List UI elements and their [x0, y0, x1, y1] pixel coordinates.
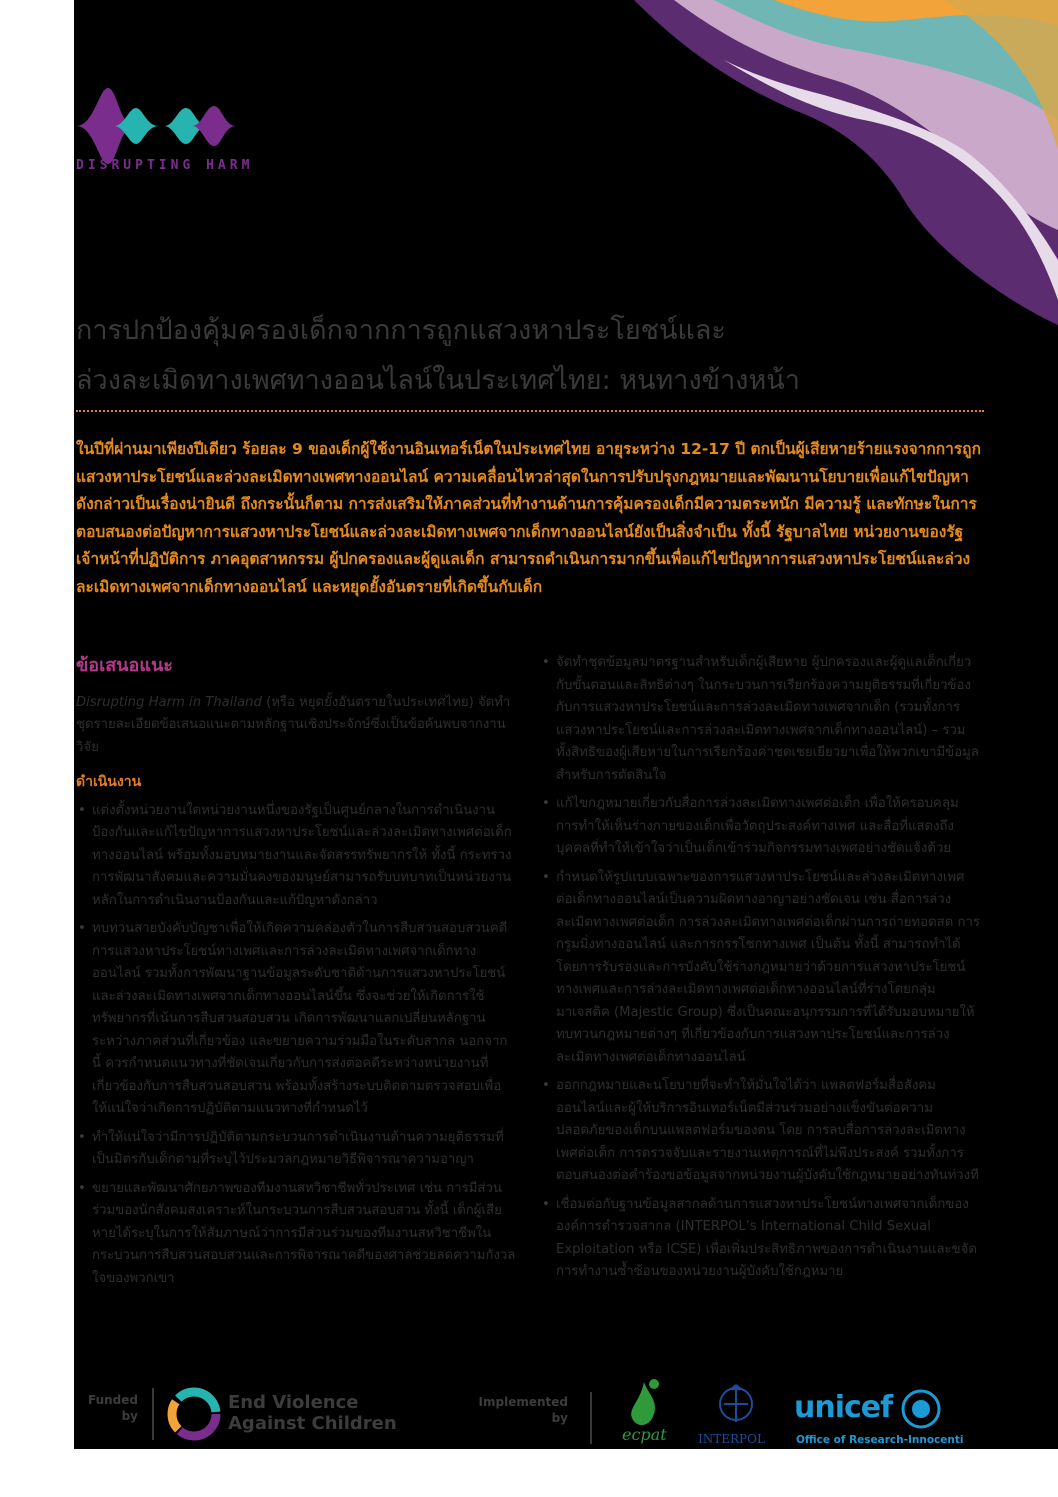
list-item: • แต่งตั้งหน่วยงานใดหน่วยงานหนึ่งของรัฐเป็นศูนย์กลางในการดำเนินงานป้องกันและแก้ไขปัญหาการแสวงหาประโยชน์และล่วงละเมิดทางเพศต่อเด็กทางออนไลน์ พร้อมทั้งมอบหมายงานและจัดสรรทรัพยากรให้ ทั้งนี้ กระทรวงการพัฒนาสังคมและความมั่นคงของมนุษย์สามารถรับบทบาทเป็นหน่วยงานหลักในการดำเนินงานป้องกันและแก้ปัญหาดังกล่าว — [76, 800, 516, 913]
unicef-emblem-icon — [900, 1388, 942, 1430]
unicef-wordmark: unicef — [794, 1390, 893, 1425]
interpol-wordmark: INTERPOL — [698, 1432, 765, 1446]
lead-text: (หรือ หยุดยั้งอันตรายในประเทศไทย) จัดทำชุดรายละเอียดข้อเสนอแนะตามหลักฐานเชิงประจักษ์ซึ่งเป็นข้อค้นพบจากงานวิจัย — [76, 694, 511, 755]
unicef-subtitle: Office of Research-Innocenti — [796, 1434, 964, 1446]
left-column — [76, 655, 516, 1296]
list-item: • แก้ไขกฎหมายเกี่ยวกับสื่อการล่วงละเมิดทางเพศต่อเด็ก เพื่อให้ครอบคลุมการทำให้เห็นร่างกายของเด็กเพื่อวัตถุประสงค์ทางเพศ และสื่อที่แสดงถึงบุคคลที่ทำให้เข้าใจว่าเป็นเด็กเข้าร่วมกิจกรรมทางเพศอย่างชัดแจ้งด้วย — [540, 793, 980, 861]
list-item: • จัดทำชุดข้อมูลมาตรฐานสำหรับเด็กผู้เสียหาย ผู้ปกครองและผู้ดูแลเด็กเกี่ยวกับขั้นตอนและสิทธิต่างๆ ในกระบวนการเรียกร้องความยุติธรรมที่เกี่ยวข้องกับการแสวงหาประโยชน์และการล่วงละเมิดทางเพศจากเด็ก (รวมทั้งการแสวงหาประโยชน์และการล่วงละเมิดทางเพศจากเด็กทางออนไลน์) – รวมทั้งสิทธิของผู้เสียหายในการเรียกร้องค่าชดเชยเยียวยาเพื่อให้พวกเขามีข้อมูลสำหรับการตัดสินใจ — [540, 652, 980, 787]
divider — [152, 1388, 154, 1440]
document-title — [76, 306, 976, 406]
lead-report-name: Disrupting Harm in Thailand — [76, 694, 262, 710]
title-line-1: การปกป้องคุ้มครองเด็กจากการถูกแสวงหาประโยชน์และ — [76, 315, 726, 346]
list-item: • ขยายและพัฒนาศักยภาพของทีมงานสหวิชาชีพทั่วประเทศ เช่น การมีส่วนร่วมของนักสังคมสงเคราะห์ในกระบวนการสืบสวนสอบสวน ทั้งนี้ เด็กผู้เสียหายได้ระบุในการให้สัมภาษณ์ว่าการมีส่วนร่วมของทีมงานสหวิชาชีพในกระบวนการสืบสวนสอบสวนและการพิจารณาคดีของศาลช่วยลดความกังวลใจของพวกเขา — [76, 1178, 516, 1291]
implemented-label-line2: by — [551, 1411, 568, 1425]
action-subheading: ดำเนินงาน — [76, 774, 142, 790]
brand-logo-text: DISRUPTING HARM — [76, 158, 254, 173]
list-item: • ออกกฎหมายและนโยบายที่จะทำให้มั่นใจได้ว่า แพลตฟอร์มสื่อสังคมออนไลน์และผู้ให้บริการอินเทอร์เน็ตมีส่วนร่วมอย่างแข็งขันต่อความปลอดภัยของเด็กบนแพลตฟอร์มของตน โดย การลบสื่อการล่วงละเมิดทางเพศต่อเด็ก การตรวจจับและรายงานเหตุการณ์ที่ไม่พึงประสงค์ รวมทั้งการตอบสนองต่อคำร้องขอข้อมูลจากหน่วยงานผู้บังคับใช้กฎหมายอย่างทันท่วงที — [540, 1075, 980, 1188]
recommendations-heading: ข้อเสนอแนะ — [76, 655, 173, 676]
right-recommendation-list — [540, 652, 980, 1284]
list-item: • ทบทวนสายบังคับบัญชาเพื่อให้เกิดความคล่องตัวในการสืบสวนสอบสวนคดีการแสวงหาประโยชน์ทางเพศและการล่วงละเมิดทางเพศจากเด็กทางออนไลน์ รวมทั้งการพัฒนาฐานข้อมูลระดับชาติด้านการแสวงหาประโยชน์และล่วงละเมิดทางเพศจากเด็กทางออนไลน์ขึ้น ซึ่งจะช่วยให้เกิดการใช้ทรัพยากรที่เน้นการสืบสวนสอบสวน เกิดการพัฒนาแลกเปลี่ยนหลักฐานระหว่างภาคส่วนที่เกี่ยวข้อง และขยายความร่วมมือในระดับสากล นอกจากนี้ ควรกำหนดแนวทางที่ชัดเจนเกี่ยวกับการส่งต่อคดีระหว่างหน่วยงานที่เกี่ยวข้องกับการสืบสวนสอบสวน พร้อมทั้งสร้างระบบติดตามตรวจสอบเพื่อให้แน่ใจว่าเกิดการปฏิบัติตามแนวทางที่กำหนดไว้ — [76, 918, 516, 1121]
divider — [590, 1392, 592, 1444]
funded-by-label — [74, 1392, 138, 1424]
left-recommendation-list — [76, 800, 516, 1291]
right-column — [540, 652, 980, 1290]
recommendations-lead — [76, 692, 516, 760]
list-item: • เชื่อมต่อกับฐานข้อมูลสากลด้านการแสวงหาประโยชน์ทางเพศจากเด็กขององค์การตำรวจสากล (INTERPOL’s International Child Sexual Exploitation หรือ ICSE) เพื่อเพิ่มประสิทธิภาพของการดำเนินงานและขจัดการทำงานซ้ำซ้อนของหน่วยงานผู้บังคับใช้กฎหมาย — [540, 1194, 980, 1284]
list-item: • ทำให้แน่ใจว่ามีการปฏิบัติตามกระบวนการดำเนินงานด้านความยุติธรรมที่เป็นมิตรกับเด็กตามที่ระบุไว้ประมวลกฎหมายวิธีพิจารณาความอาญา — [76, 1127, 516, 1172]
interpol-emblem-icon — [714, 1382, 758, 1426]
intro-paragraph: ในปีที่ผ่านมาเพียงปีเดียว ร้อยละ 9 ของเด็กผู้ใช้งานอินเทอร์เน็ตในประเทศไทย อายุระหว่าง 12-17 ปี ตกเป็นผู้เสียหายร้ายแรงจากการถูกแสวงหาประโยชน์และล่วงละเมิดทางเพศทางออนไลน์ ความเคลื่อนไหวล่าสุดในการปรับปรุงกฎหมายและพัฒนานโยบายเพื่อแก้ไขปัญหาดังกล่าวเป็นเรื่องน่ายินดี ถึงกระนั้นก็ตาม การส่งเสริมให้ภาคส่วนที่ทำงานด้านการคุ้มครองเด็กมีความตระหนัก มีความรู้ และทักษะในการตอบสนองต่อปัญหาการแสวงหาประโยชน์และล่วงละเมิดทางเพศจากเด็กทางออนไลน์ยังเป็นสิ่งจำเป็น ทั้งนี้ รัฐบาลไทย หน่วยงานของรัฐ เจ้าหน้าที่ปฏิบัติการ ภาคอุตสาหกรรม ผู้ปกครองและผู้ดูแลเด็ก สามารถดำเนินการมากขึ้นเพื่อแก้ไขปัญหาการแสวงหาประโยชน์และล่วงละเมิดทางเพศจากเด็กทางออนไลน์ และหยุดยั้งอันตรายที่เกิดขึ้นกับเด็ก — [76, 440, 981, 596]
ecpat-logo-icon — [614, 1374, 674, 1446]
ecpat-wordmark: ecpat — [622, 1425, 667, 1444]
document-page — [74, 0, 1058, 1449]
evac-line2: Against Children — [228, 1413, 397, 1434]
implemented-label-line1: Implemented — [478, 1395, 568, 1409]
list-item: • กำหนดให้รูปแบบเฉพาะของการแสวงหาประโยชน์และล่วงละเมิดทางเพศต่อเด็กทางออนไลน์เป็นความผิดทางอาญาอย่างชัดเจน เช่น สื่อการล่วงละเมิดทางเพศต่อเด็ก การล่วงละเมิดทางเพศต่อเด็กผ่านการถ่ายทอดสด การกรูมมิ่งทางออนไลน์ และการกรรโชกทางเพศ เป็นต้น ทั้งนี้ สามารถทำได้โดยการรับรองและการบังคับใช้ร่างกฎหมายว่าด้วยการแสวงหาประโยชน์ทางเพศและการล่วงละเมิดทางเพศต่อเด็กทางออนไลน์ที่ร่างโดยกลุ่มมาเจสติค (Majestic Group) ซึ่งเป็นคณะอนุกรรมการที่ได้รับมอบหมายให้ทบทวนกฎหมายต่างๆ ที่เกี่ยวข้องกับการแสวงหาประโยชน์และการล่วงละเมิดทางเพศต่อเด็กทางออนไลน์ — [540, 867, 980, 1070]
title-line-2: ล่วงละเมิดทางเพศทางออนไลน์ในประเทศไทย: หนทางข้างหน้า — [76, 365, 800, 396]
evac-logo-icon — [166, 1386, 222, 1442]
title-divider — [76, 410, 984, 412]
footer-partners — [74, 1380, 1058, 1449]
funded-label-line1: Funded — [87, 1393, 138, 1407]
implemented-by-label — [470, 1394, 568, 1426]
evac-wordmark — [228, 1392, 397, 1434]
evac-line1: End Violence — [228, 1392, 359, 1413]
funded-label-line2: by — [121, 1409, 138, 1423]
